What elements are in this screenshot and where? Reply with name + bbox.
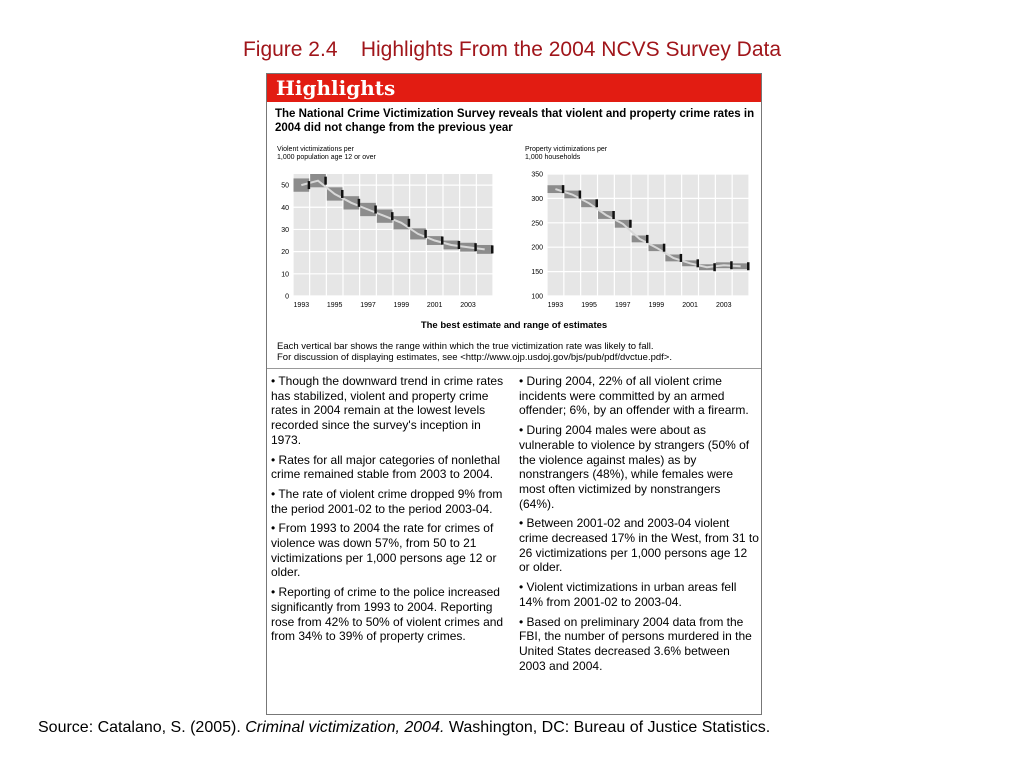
violent-estimate-mark — [458, 241, 461, 249]
panel-divider — [267, 368, 761, 369]
property-ylabel-line2: 1,000 households — [525, 154, 581, 161]
violent-estimate-mark — [441, 237, 444, 245]
violent-estimate-mark — [408, 219, 411, 227]
violent-y-tick-label: 40 — [281, 204, 289, 212]
property-estimate-mark — [646, 235, 649, 243]
property-victimization-chart — [521, 166, 753, 318]
bullet-item: • Between 2001-02 and 2003-04 violent crime decreased 17% in the West, from 31 to 26 victimizations per 1,000 persons age 12 or older. — [519, 516, 759, 575]
property-estimate-mark — [697, 259, 700, 267]
bullet-item: • The rate of violent crime dropped 9% from the period 2001-02 to the period 2003-04. — [271, 486, 503, 516]
violent-estimate-mark — [474, 243, 477, 251]
figure-title: Figure 2.4 Highlights From the 2004 NCVS Survey Data — [242, 38, 782, 61]
violent-x-tick-label: 1993 — [293, 302, 310, 309]
bullet-item: • During 2004 males were about as vulnerable to violence by strangers (50% of the violence against males) as by nonstrangers (48%), while females were most often victimized by nonstrangers (64%). — [519, 423, 750, 511]
violent-x-tick-label: 2003 — [460, 302, 476, 309]
highlights-panel — [266, 73, 762, 715]
property-x-tick-label: 1997 — [614, 302, 631, 309]
violent-y-tick-label: 50 — [281, 182, 289, 190]
bullet-item: • Based on preliminary 2004 data from the FBI, the number of persons murdered in the United States decreased 3.6% between 2003 and 2004. — [519, 614, 752, 673]
violent-chart-ylabel — [277, 146, 376, 162]
violent-estimate-mark — [391, 212, 394, 220]
property-estimate-mark — [579, 190, 582, 198]
property-y-tick-label: 200 — [531, 244, 543, 252]
bullet-item: • Though the downward trend in crime rates has stabilized, violent and property crime rates in 2004 remain at the lowest levels recorded since the survey's inception in 1973. — [271, 374, 504, 447]
bullet-item: • From 1993 to 2004 the rate for crimes of violence was down 57%, from 50 to 21 victimizations per 1,000 persons age 12 or older. — [271, 521, 497, 580]
violent-y-tick-label: 0 — [285, 293, 289, 301]
violent-estimate-mark — [358, 199, 361, 207]
property-chart-ylabel — [525, 146, 607, 162]
intro-text: The National Crime Victimization Survey reveals that violent and property crime rates in 2004 did not change from the previous year — [275, 108, 755, 134]
violent-x-tick-label: 1997 — [360, 302, 376, 309]
property-x-tick-label: 2001 — [682, 302, 698, 309]
violent-estimate-mark — [424, 230, 427, 238]
property-y-tick-label: 350 — [531, 171, 543, 179]
highlights-heading: Highlights — [276, 76, 396, 100]
violent-estimate-mark — [341, 190, 344, 198]
violent-estimate-mark — [374, 205, 377, 213]
violent-y-tick-label: 10 — [281, 271, 289, 279]
property-x-tick-label: 1999 — [648, 302, 665, 309]
property-y-tick-label: 100 — [531, 293, 543, 301]
property-estimate-mark — [680, 254, 683, 262]
property-y-tick-label: 300 — [531, 195, 543, 203]
bullet-item: • Rates for all major categories of nonlethal crime remained stable from 2003 to 2004. — [271, 452, 500, 482]
violent-estimate-mark — [491, 245, 494, 253]
property-estimate-mark — [713, 263, 716, 271]
violent-estimate-mark — [308, 181, 311, 189]
property-estimate-mark — [629, 220, 632, 228]
violent-x-tick-label: 2001 — [426, 302, 443, 309]
violent-x-tick-label: 1995 — [326, 302, 343, 309]
property-ylabel-line1: Property victimizations per — [525, 146, 608, 153]
property-estimate-mark — [562, 185, 565, 193]
chart-note-line2: For discussion of displaying estimates, see <http://www.ojp.usdoj.gov/bjs/pub/pdf/dvctue.pdf>. — [277, 352, 672, 363]
violent-y-tick-label: 20 — [281, 249, 289, 257]
left-bullet-column — [271, 374, 511, 649]
chart-note — [277, 341, 757, 363]
chart-caption: The best estimate and range of estimates — [420, 320, 608, 331]
bullet-item: • Reporting of crime to the police increased significantly from 1993 to 2004. Reporting rose from 42% to 50% of violent crimes and from 34% to 39% of property crimes. — [271, 585, 504, 644]
violent-estimate-mark — [324, 177, 327, 185]
violent-x-tick-label: 1999 — [393, 302, 410, 309]
property-x-tick-label: 1995 — [581, 302, 597, 309]
property-x-tick-label: 1993 — [547, 302, 564, 309]
violent-victimization-chart — [271, 166, 499, 318]
property-x-tick-label: 2003 — [715, 302, 732, 309]
highlights-banner — [267, 74, 761, 102]
source-prefix: Source: Catalano, S. (2005). — [38, 719, 246, 736]
property-estimate-mark — [663, 244, 666, 252]
right-bullet-column — [519, 374, 759, 678]
violent-y-tick-label: 30 — [281, 226, 289, 234]
violent-ylabel-line2: 1,000 population age 12 or over — [277, 154, 376, 161]
property-estimate-mark — [730, 261, 733, 269]
source-citation — [38, 717, 998, 738]
property-estimate-mark — [612, 211, 615, 219]
source-suffix: Washington, DC: Bureau of Justice Statistics. — [444, 719, 771, 736]
bullet-item: • During 2004, 22% of all violent crime incidents were committed by an armed offender; 6%, by an offender with a firearm. — [519, 374, 749, 418]
chart-note-line1: Each vertical bar shows the range within which the true victimization rate was likely to fall. — [277, 341, 654, 352]
violent-ylabel-line1: Violent victimizations per — [277, 146, 354, 153]
property-y-tick-label: 150 — [531, 269, 543, 277]
bullet-item: • Violent victimizations in urban areas fell 14% from 2001-02 to 2003-04. — [519, 580, 737, 609]
source-title: Criminal victimization, 2004. — [245, 719, 445, 736]
property-estimate-mark — [747, 262, 750, 270]
property-estimate-mark — [596, 199, 599, 207]
property-y-tick-label: 250 — [531, 220, 543, 228]
